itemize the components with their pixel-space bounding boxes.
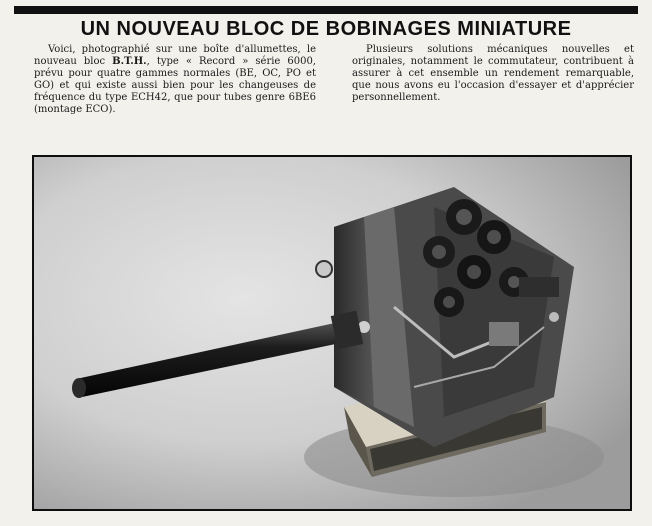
article-title: UN NOUVEAU BLOC DE BOBINAGES MINIATURE: [80, 18, 572, 40]
left-text-end: , type « Record » série 6000, prévu pour quatre gammes normales (BE, OC, PO et GO) et qui existe aussi bien pour les changeuses de fréquence du type ECH42, que pour tubes genre 6BE6 (montage ECO).: [34, 56, 316, 115]
left-paragraph: [34, 44, 316, 116]
header-rule: [14, 6, 638, 14]
text-columns: [34, 44, 638, 144]
terminal-screw: [316, 261, 332, 277]
coil-block-photo: [34, 157, 630, 509]
left-column: [34, 44, 316, 116]
left-text-start: Voici, photographié sur une boîte d'allumettes, le nouveau bloc: [34, 44, 316, 67]
right-paragraph: Plusieurs solutions mécaniques nouvelles et originales, notamment le commutateur, contribuent à assurer à cet ensemble un rendement remarquable, que nous avons eu l'occasion d'essayer et d'apprécier personnellement.: [352, 44, 634, 103]
right-column: [352, 44, 634, 104]
brand-name: B.T.H.: [112, 56, 147, 67]
photograph: [34, 157, 630, 509]
